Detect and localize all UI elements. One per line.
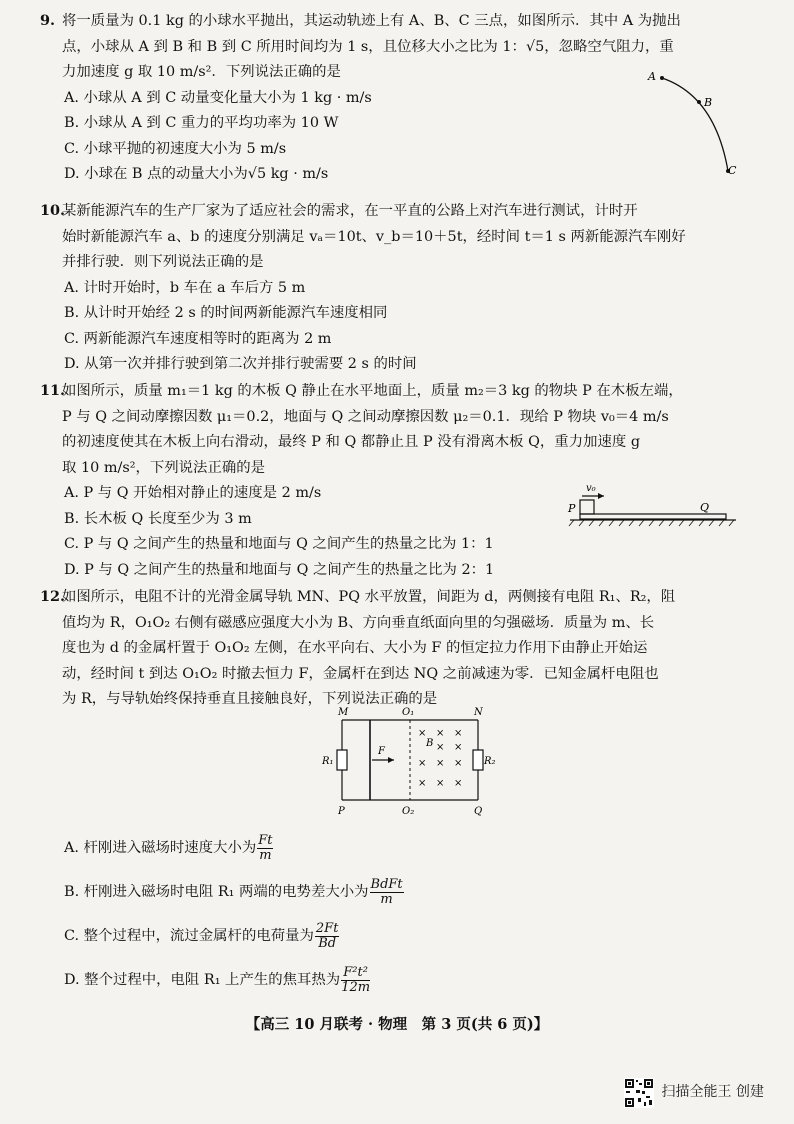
block-p [580,500,594,514]
question-stem-line: 将一质量为 0.1 kg 的小球水平抛出，其运动轨迹上有 A、B、C 三点，如图所示．其中 A 为抛出 [62,13,681,29]
option-b[interactable]: B. 从计时开始经 2 s 的时间两新能源汽车速度相同 [64,305,388,321]
option-c[interactable]: C. P 与 Q 之间产生的热量和地面与 Q 之间产生的热量之比为 1：1 [64,536,494,552]
resistor-r1 [337,750,347,770]
question-number: 9. [40,12,56,29]
label-force: F [378,746,385,757]
fraction: $\frac{\text{BdFt}}{m}$ [370,876,403,907]
board-block-figure [560,478,740,533]
label-p: P [338,806,345,816]
question-stem-line: 为 R，与导轨始终保持垂直且接触良好，下列说法正确的是 [62,691,438,707]
label-o2: O₂ [402,806,415,816]
svg-text:×: × [436,742,445,753]
svg-text:×: × [436,728,445,739]
question-stem-line: 力加速度 g 取 10 m/s²．下列说法正确的是 [62,64,341,80]
question-stem-line: 某新能源汽车的生产厂家为了适应社会的需求，在一平直的公路上对汽车进行测试，计时开 [62,203,638,219]
point-a-label: A [648,70,656,83]
page-footer: 【高三 10 月联考 · 物理 第 3 页(共 6 页)】 [245,1016,549,1033]
board-q [580,514,726,519]
point-c-label: C [728,164,737,177]
svg-text:×: × [436,758,445,769]
question-stem-line: 如图所示，质量 m₁＝1 kg 的木板 Q 静止在水平地面上，质量 m₂＝3 kg 的物块 P 在木板左端， [62,383,683,399]
question-stem-line: 如图所示，电阻不计的光滑金属导轨 MN、PQ 水平放置，间距为 d，两侧接有电阻 R₁、R₂，阻 [62,589,676,605]
fraction: $\frac{Ft}{m}$ [258,832,273,863]
question-stem-line: 取 10 m/s²，下列说法正确的是 [62,459,266,476]
option-a[interactable]: A. 计时开始时，b 车在 a 车后方 5 m [64,279,306,296]
label-b-field: B [426,738,434,749]
option-d[interactable]: D. P 与 Q 之间产生的热量和地面与 Q 之间产生的热量之比为 2：1 [64,561,495,578]
option-b[interactable]: B. 小球从 A 到 C 重力的平均功率为 10 W [64,115,339,131]
label-q: Q [474,806,483,816]
question-stem-line: P 与 Q 之间动摩擦因数 μ₁＝0.2，地面与 Q 之间动摩擦因数 μ₂＝0.1．现给 P 物块 v₀＝4 m/s [62,408,669,425]
option-c[interactable]: C. 整个过程中，流过金属杆的电荷量为 $\frac{2Ft}{Bd}$ [64,920,339,951]
magnetic-field-crosses [418,728,462,789]
option-d[interactable]: D. 整个过程中，电阻 R₁ 上产生的焦耳热为 $\frac{\text{F²t²}}{12m}$ [64,964,371,995]
question-12 [40,584,755,713]
question-stem-line: 的初速度使其在木板上向右滑动，最终 P 和 Q 都静止且 P 没有滑离木板 Q，重力加速度 g [62,434,641,450]
qr-code-icon [624,1078,654,1108]
ground-hatch [569,520,734,526]
svg-text:×: × [454,778,463,789]
label-n: N [474,707,483,718]
point-b-label: B [704,96,713,109]
trajectory-figure [640,66,750,181]
resistor-r2 [473,750,483,770]
svg-text:×: × [418,778,427,789]
option-c[interactable]: C. 小球平抛的初速度大小为 5 m/s [64,140,287,157]
option-b[interactable]: B. 杆刚进入磁场时电阻 R₁ 两端的电势差大小为 $\frac{\text{BdFt}}{m}$ [64,876,403,907]
question-number: 12. [40,588,66,605]
label-o1: O₁ [402,707,415,718]
question-10 [40,198,755,378]
rail-circuit-figure [318,704,498,816]
option-d[interactable]: D. 小球在 B 点的动量大小为√5 kg · m/s [64,166,329,182]
label-m: M [338,707,349,718]
option-c[interactable]: C. 两新能源汽车速度相等时的距离为 2 m [64,330,332,347]
fraction: $\frac{2Ft}{Bd}$ [315,920,339,951]
watermark-text: 扫描全能王 创建 [661,1084,764,1101]
board-q-label: Q [700,501,710,514]
svg-text:×: × [454,758,463,769]
option-a[interactable]: A. 小球从 A 到 C 动量变化量大小为 1 kg · m/s [64,89,372,106]
svg-text:×: × [454,742,463,753]
option-d[interactable]: D. 从第一次并排行驶到第二次并排行驶需要 2 s 的时间 [64,356,417,372]
svg-text:×: × [418,728,427,739]
question-stem-line: 并排行驶．则下列说法正确的是 [62,254,264,270]
question-number: 11. [40,382,66,399]
question-stem-line: 值均为 R，O₁O₂ 右侧有磁感应强度大小为 B、方向垂直纸面向里的匀强磁场．质量为 m、长 [62,614,655,631]
question-12-options [40,826,755,1002]
option-a[interactable]: A. P 与 Q 开始相对静止的速度是 2 m/s [64,485,322,501]
fraction: $\frac{\text{F²t²}}{12m}$ [341,964,371,995]
v0-label: v₀ [586,483,596,494]
question-number: 10. [40,202,66,219]
question-stem-line: 动，经时间 t 到达 O₁O₂ 时撤去恒力 F，金属杆在到达 NQ 之前减速为零．已知金属杆电阻也 [62,665,659,682]
svg-text:×: × [454,728,463,739]
scanner-watermark [624,1078,764,1108]
option-a[interactable]: A. 杆刚进入磁场时速度大小为 $\frac{Ft}{m}$ [64,832,273,863]
label-r2: R₂ [484,756,496,767]
block-p-label: P [568,502,576,515]
svg-text:×: × [436,778,445,789]
question-stem-line: 始时新能源汽车 a、b 的速度分别满足 vₐ＝10t、v_b＝10＋5t，经时间 t＝1 s 两新能源汽车刚好 [62,228,686,245]
option-b[interactable]: B. 长木板 Q 长度至少为 3 m [64,510,252,527]
svg-text:×: × [418,758,427,769]
question-stem-line: 度也为 d 的金属杆置于 O₁O₂ 左侧，在水平向右、大小为 F 的恒定拉力作用下由静止开始运 [62,640,648,656]
question-stem-line: 点，小球从 A 到 B 和 B 到 C 所用时间均为 1 s，且位移大小之比为 1：√5，忽略空气阻力，重 [62,38,674,55]
label-r1: R₁ [322,756,334,767]
